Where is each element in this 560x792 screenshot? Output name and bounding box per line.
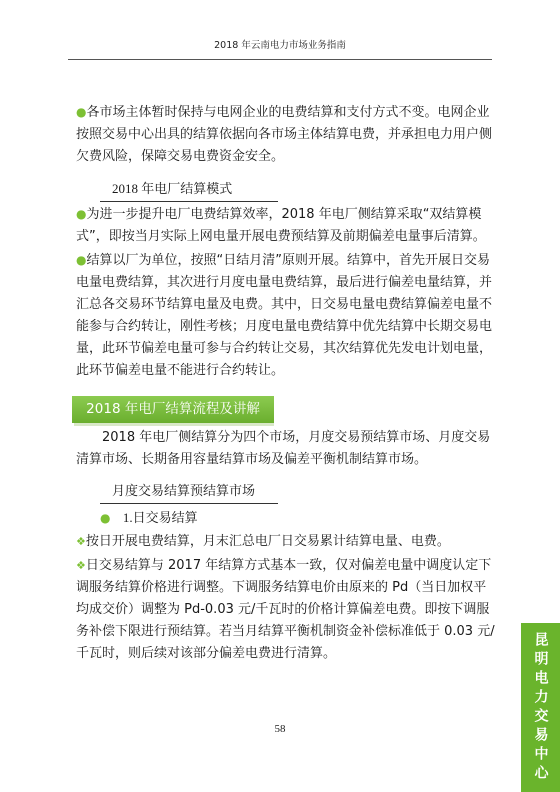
section-banner: 2018 年电厂结算流程及讲解	[72, 396, 274, 423]
bullet-dot: ●	[76, 253, 87, 267]
paragraph-text: 日交易结算与 2017 年结算方式基本一致，仅对偏差电量中调度认定下调服务结算价格进行调整。下调服务结算电价由原来的 Pd（当日加权平均成交价）调整为 Pd-0.03 元/千瓦时的价格计算偏差电费。即按下调服务补偿下限进行预结算。若当月结算平衡机制资金补偿标准低于 0.03 元/千瓦时，则后续对该部分偏差电费进行清算。	[76, 558, 495, 661]
side-tab	[521, 623, 560, 792]
subheading-settlement-mode: 2018 年电厂结算模式	[100, 179, 278, 202]
bullet-dot: ●	[100, 511, 111, 525]
paragraph-text: 按日开展电费结算，月末汇总电厂日交易累计结算电量、电费。	[85, 534, 450, 549]
banner-shadow	[74, 423, 274, 426]
paragraph-downward-adjustment	[76, 555, 498, 665]
diamond-bullet-icon: ❖	[76, 559, 86, 572]
running-header: 2018 年云南电力市场业务指南	[214, 40, 346, 51]
page-number: 58	[274, 723, 286, 735]
paragraph-dual-settlement	[76, 203, 498, 248]
bullet-dot: ●	[76, 207, 87, 221]
list-item-daily-trade	[100, 507, 480, 530]
paragraph-text: 2018 年电厂侧结算分为四个市场，月度交易预结算市场、月度交易清算市场、长期备用容量结算市场及偏差平衡机制结算市场。	[76, 430, 491, 467]
subheading-monthly-prepay: 月度交易结算预结算市场	[100, 481, 278, 504]
side-tab-label: 昆明电力交易中心	[532, 631, 549, 784]
bullet-dot: ●	[76, 105, 87, 119]
paragraph-text: 为进一步提升电厂电费结算效率，2018 年电厂侧结算采取“双结算模式”，即按当月实际上网电量开展电费预结算及前期偏差电量事后清算。	[76, 207, 486, 244]
paragraph-text: 结算以厂为单位，按照“日结月清”原则开展。结算中，首先开展日交易电量电费结算，其次进行月度电量电费结算，最后进行偏差电量结算，并汇总各交易环节结算电量及电费。其中，日交易电量电费结算偏差电量不能参与合约转让，刚性考核；月度电量电费结算中优先结算中长期交易电量，此环节偏差电量可参与合约转让交易，其次结算优先发电计划电量，此环节偏差电量不能进行合约转让。	[76, 253, 493, 378]
paragraph-text: 各市场主体暂时保持与电网企业的电费结算和支付方式不变。电网企业按照交易中心出具的结算依据向各市场主体结算电费，并承担电力用户侧欠费风险，保障交易电费资金安全。	[76, 105, 493, 164]
paragraph-four-markets	[76, 427, 498, 471]
header-rule	[68, 59, 492, 60]
diamond-bullet-icon: ❖	[76, 535, 86, 548]
paragraph-daily-settlement	[76, 531, 498, 553]
paragraph-daily-monthly-principle	[76, 249, 498, 382]
list-item-text: 1.日交易结算	[122, 510, 198, 525]
paragraph-settlement-unchanged	[76, 101, 498, 168]
